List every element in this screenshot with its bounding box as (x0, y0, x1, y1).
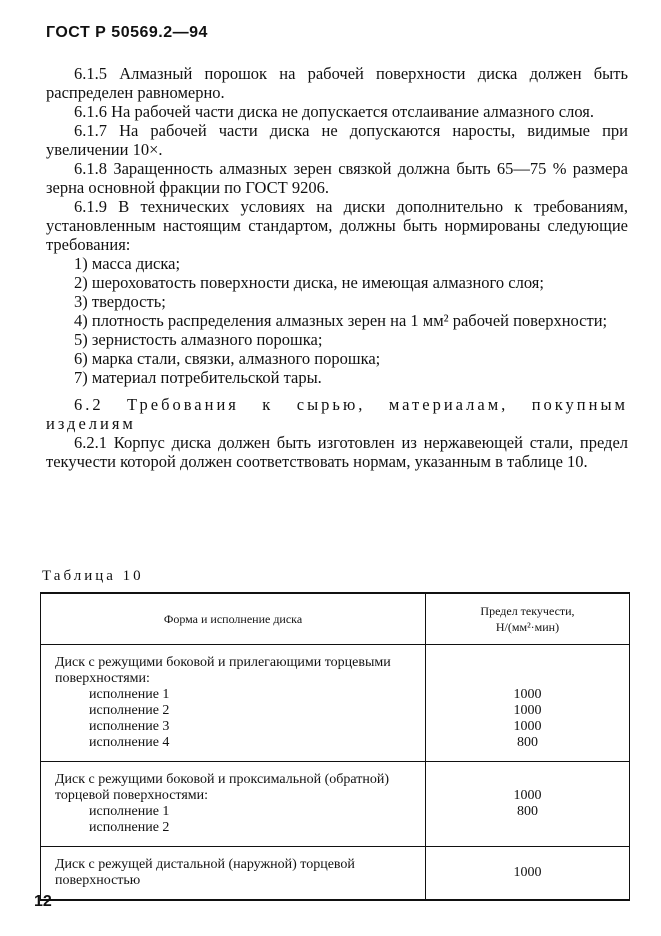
group-title: Диск с режущей дистальной (наружной) торцевой поверхностью (55, 857, 355, 888)
table-header-form: Форма и исполнение диска (41, 593, 426, 645)
table-caption: Таблица 10 (42, 568, 144, 584)
subitem: исполнение 1 (89, 804, 170, 819)
requirement-item: 5) зернистость алмазного порошка; (74, 330, 323, 349)
value: 1000 (513, 719, 542, 734)
section-heading-6-2: 6.2 Требования к сырью, материалам, покупным изделиям (46, 395, 628, 433)
requirement-item: 3) твердость; (74, 292, 166, 311)
group-title: Диск с режущими боковой и проксимальной (обратной) торцевой поверхностями: (55, 772, 390, 803)
value: 800 (517, 804, 538, 819)
subitem: исполнение 3 (89, 719, 170, 734)
requirement-item: 2) шероховатость поверхности диска, не имеющая алмазного слоя; (74, 273, 544, 292)
subitem: исполнение 2 (89, 820, 170, 835)
table-header-yield-line1: Предел текучести, (480, 604, 575, 618)
value: 1000 (513, 865, 542, 880)
paragraph-6-1-7: 6.1.7 На рабочей части диска не допускаются наросты, видимые при увеличении 10×. (46, 121, 628, 159)
requirement-item: 1) масса диска; (74, 254, 181, 273)
paragraph-6-1-6: 6.1.6 На рабочей части диска не допускается отслаивание алмазного слоя. (74, 102, 594, 121)
value: 1000 (513, 703, 542, 718)
paragraph-6-2-1: 6.2.1 Корпус диска должен быть изготовлен из нержавеющей стали, предел текучести которой должен соответствовать нормам, указанным в таблице 10. (46, 433, 628, 471)
requirement-item: 7) материал потребительской тары. (74, 368, 322, 387)
value: 1000 (513, 788, 542, 803)
subitem: исполнение 1 (89, 687, 170, 702)
paragraph-6-1-9: 6.1.9 В технических условиях на диски дополнительно к требованиям, установленным настоящим стандартом, должны быть нормированы следующие требования: (46, 197, 628, 254)
table-header-yield (426, 593, 630, 645)
paragraph-6-1-5: 6.1.5 Алмазный порошок на рабочей поверхности диска должен быть распределен равномерно. (46, 64, 628, 102)
requirement-item: 4) плотность распределения алмазных зерен на 1 мм² рабочей поверхности; (74, 311, 608, 330)
value: 800 (517, 735, 538, 750)
requirement-item: 6) марка стали, связки, алмазного порошка; (74, 349, 381, 368)
paragraph-6-1-8: 6.1.8 Заращенность алмазных зерен связкой должна быть 65—75 % размера зерна основной фракции по ГОСТ 9206. (46, 159, 628, 197)
subitem: исполнение 4 (89, 735, 170, 750)
value: 1000 (513, 687, 542, 702)
table-row (41, 762, 630, 847)
document-header: ГОСТ Р 50569.2—94 (46, 24, 208, 41)
group-title: Диск с режущими боковой и прилегающими торцевыми поверхностями: (55, 655, 391, 686)
yield-strength-table (40, 592, 630, 901)
subitem: исполнение 2 (89, 703, 170, 718)
table-row (41, 645, 630, 762)
document-body (46, 64, 628, 471)
page-number: 12 (34, 893, 52, 910)
table-header-yield-unit: Н/(мм²·мин) (495, 620, 560, 634)
table-row (41, 847, 630, 901)
